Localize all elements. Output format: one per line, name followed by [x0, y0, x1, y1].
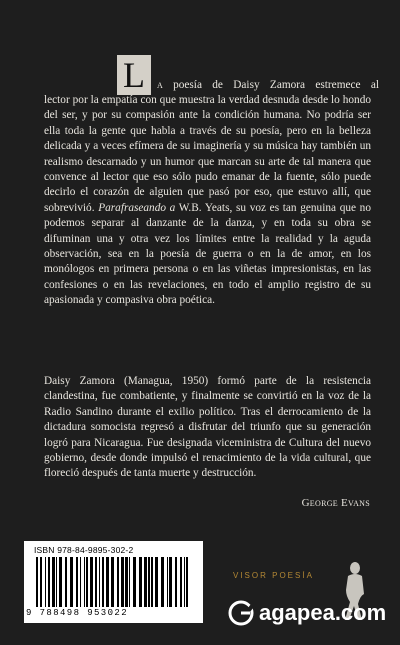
paragraph1-body: [44, 93, 371, 309]
paragraph1-text: lector por la empatía con que muestra la verdad desnuda desde lo hondo del ser, y por su compasión ante la condición humana. No podría ser ella toda la gente que habla a través de su poesía, pero en la belleza delicada y a veces efímera de su imaginería y su música hay también un realismo descarnado y un humor que marcan su arte de tal manera que convence al lector que eso sólo pudo emanar de la fuente, sólo puede decirlo el corazón de alguien que pasó por eso, que estuvo allí, que sobrevivió.: [44, 94, 371, 214]
isbn-barcode: [24, 541, 203, 623]
barcode-digits: 9 788498 953022: [26, 608, 129, 618]
paragraph2-body: Daisy Zamora (Managua, 1950) formó parte de la resistencia clandestina, fue combatiente, y finalmente se convirtió en la voz de la Radio Sandino durante el exilio político. Tras el derrocamiento de la dictadura somocista regresó a disfrutar del triunfo que su generación logró para Nicaragua. Fue designada viceministra de Cultura del nuevo gobierno, desde donde impulsó el renacimiento de la vida cultural, que floreció después de tanta muerte y destrucción.: [44, 375, 371, 480]
watermark-text: agapea.com: [259, 600, 387, 625]
barcode-bars: [36, 557, 194, 607]
dropcap-letter: L: [123, 55, 145, 95]
paragraph1-italic: Parafraseando a: [98, 201, 176, 214]
first-line-smallcaps: a: [157, 79, 163, 91]
author-signature: George Evans: [301, 497, 370, 509]
agapea-g-logo-icon: [228, 600, 254, 626]
isbn-label: ISBN 978-84-9895-302-2: [34, 545, 134, 555]
dropcap-box: [117, 55, 151, 95]
publisher-text: VISOR POESÍA: [233, 571, 314, 580]
first-line-rest: poesía de Daisy Zamora estremece al: [162, 79, 379, 91]
agapea-watermark: [228, 600, 386, 626]
paragraph1-text-cont: W.B. Yeats, su voz es tan genuina que no podemos separar al danzante de la danza, y en toda su obra se difuminan una y otra vez los límites entre la realidad y la aguda observación, sea en la poesía de guerra o en la de amor, en los monólogos en primera persona o en las viñetas impresionistas, en las confesiones o en las revelaciones, en todo el amplio registro de su apasionada y compasiva obra poética.: [44, 201, 371, 307]
paragraph1-first-line: [157, 78, 379, 93]
